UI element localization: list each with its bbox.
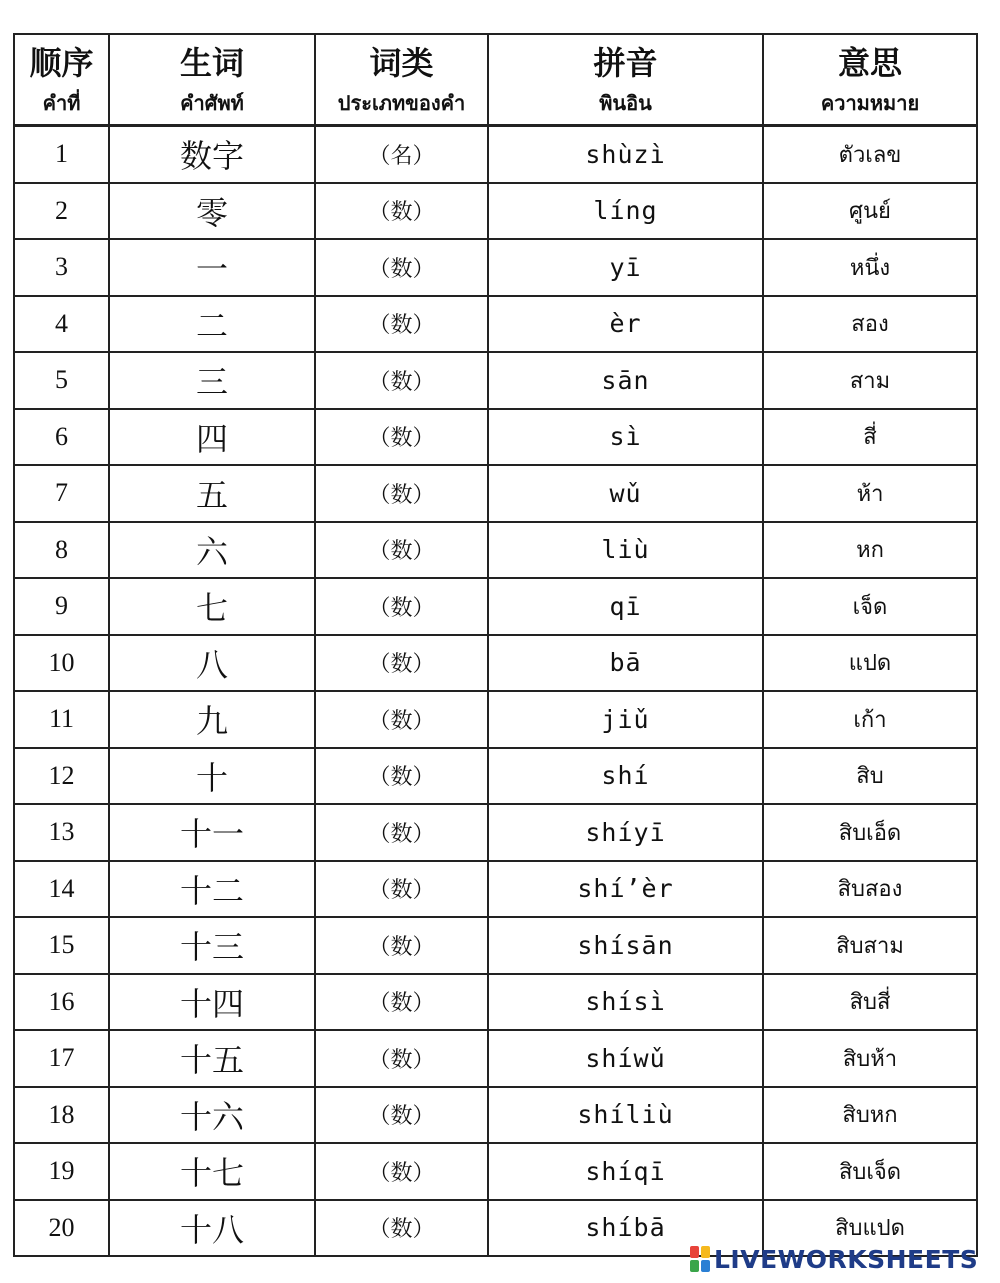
row-pinyin: shí’èr	[488, 861, 763, 918]
header-word	[109, 34, 315, 126]
row-pinyin: èr	[488, 296, 763, 353]
table-header-row	[14, 34, 977, 126]
row-word: 四	[109, 409, 315, 466]
row-number: 14	[14, 861, 109, 918]
row-part-of-speech: （名）	[315, 126, 488, 183]
row-meaning: สาม	[763, 352, 977, 409]
row-word: 六	[109, 522, 315, 579]
row-number: 6	[14, 409, 109, 466]
row-pinyin: shíwǔ	[488, 1030, 763, 1087]
row-meaning: แปด	[763, 635, 977, 692]
row-pinyin: qī	[488, 578, 763, 635]
row-pinyin: shíyī	[488, 804, 763, 861]
logo-block-blue	[701, 1260, 710, 1272]
row-meaning: เก้า	[763, 691, 977, 748]
row-meaning: สอง	[763, 296, 977, 353]
table-row	[14, 1143, 977, 1200]
row-number: 8	[14, 522, 109, 579]
row-part-of-speech: （数）	[315, 239, 488, 296]
table-row	[14, 748, 977, 805]
row-part-of-speech: （数）	[315, 296, 488, 353]
row-part-of-speech: （数）	[315, 861, 488, 918]
row-part-of-speech: （数）	[315, 804, 488, 861]
row-part-of-speech: （数）	[315, 578, 488, 635]
row-number: 17	[14, 1030, 109, 1087]
row-word: 十五	[109, 1030, 315, 1087]
row-pinyin: wǔ	[488, 465, 763, 522]
row-pinyin: sān	[488, 352, 763, 409]
table-row	[14, 183, 977, 240]
row-meaning: สิบ	[763, 748, 977, 805]
table-row	[14, 804, 977, 861]
row-part-of-speech: （数）	[315, 1087, 488, 1144]
liveworksheets-logo	[690, 1242, 978, 1276]
row-part-of-speech: （数）	[315, 1030, 488, 1087]
table-row	[14, 691, 977, 748]
row-part-of-speech: （数）	[315, 522, 488, 579]
row-pinyin: sì	[488, 409, 763, 466]
row-word: 十七	[109, 1143, 315, 1200]
row-number: 19	[14, 1143, 109, 1200]
row-meaning: สิบเอ็ด	[763, 804, 977, 861]
row-part-of-speech: （数）	[315, 183, 488, 240]
header-meaning-zh: 意思	[837, 43, 902, 82]
row-word: 七	[109, 578, 315, 635]
row-word: 十二	[109, 861, 315, 918]
table-row	[14, 239, 977, 296]
row-meaning: หก	[763, 522, 977, 579]
row-pinyin: shíqī	[488, 1143, 763, 1200]
row-meaning: ศูนย์	[763, 183, 977, 240]
table-row	[14, 126, 977, 183]
row-meaning: สี่	[763, 409, 977, 466]
row-pinyin: shísān	[488, 917, 763, 974]
header-pos-th: ประเภทของคำ	[337, 90, 466, 115]
row-meaning: หนึ่ง	[763, 239, 977, 296]
row-meaning: สิบแปด	[763, 1200, 977, 1257]
header-part-of-speech	[315, 34, 488, 126]
header-order-zh: 顺序	[29, 43, 94, 82]
row-pinyin: shíliù	[488, 1087, 763, 1144]
row-part-of-speech: （数）	[315, 748, 488, 805]
row-pinyin: yī	[488, 239, 763, 296]
header-word-th: คำศัพท์	[180, 90, 244, 115]
header-pinyin-zh: 拼音	[593, 43, 658, 82]
row-word: 一	[109, 239, 315, 296]
row-part-of-speech: （数）	[315, 1200, 488, 1257]
row-part-of-speech: （数）	[315, 917, 488, 974]
liveworksheets-logo-text: LIVEWORKSHEETS	[714, 1244, 979, 1274]
header-word-zh: 生词	[179, 43, 244, 82]
table-row	[14, 409, 977, 466]
row-meaning: ตัวเลข	[763, 126, 977, 183]
logo-block-red	[690, 1246, 699, 1258]
row-number: 18	[14, 1087, 109, 1144]
row-pinyin: jiǔ	[488, 691, 763, 748]
row-meaning: สิบเจ็ด	[763, 1143, 977, 1200]
row-pinyin: shùzì	[488, 126, 763, 183]
logo-block-green	[690, 1260, 699, 1272]
row-meaning: สิบสอง	[763, 861, 977, 918]
row-pinyin: shíbā	[488, 1200, 763, 1257]
row-meaning: เจ็ด	[763, 578, 977, 635]
header-order-th: คำที่	[42, 90, 81, 115]
row-part-of-speech: （数）	[315, 1143, 488, 1200]
row-pinyin: shí	[488, 748, 763, 805]
table-row	[14, 1030, 977, 1087]
row-word: 十八	[109, 1200, 315, 1257]
row-word: 三	[109, 352, 315, 409]
table-row	[14, 465, 977, 522]
row-meaning: สิบสาม	[763, 917, 977, 974]
row-part-of-speech: （数）	[315, 352, 488, 409]
header-pinyin-th: พินอิน	[599, 90, 652, 115]
header-pinyin	[488, 34, 763, 126]
row-number: 9	[14, 578, 109, 635]
table-row	[14, 974, 977, 1031]
table-row	[14, 917, 977, 974]
vocabulary-table	[13, 33, 978, 1257]
header-meaning-th: ความหมาย	[820, 90, 920, 115]
row-number: 11	[14, 691, 109, 748]
row-meaning: สิบหก	[763, 1087, 977, 1144]
row-number: 20	[14, 1200, 109, 1257]
table-row	[14, 1087, 977, 1144]
table-row	[14, 635, 977, 692]
row-number: 12	[14, 748, 109, 805]
row-pinyin: líng	[488, 183, 763, 240]
row-meaning: สิบห้า	[763, 1030, 977, 1087]
row-word: 五	[109, 465, 315, 522]
row-number: 15	[14, 917, 109, 974]
row-number: 10	[14, 635, 109, 692]
header-order	[14, 34, 109, 126]
row-meaning: ห้า	[763, 465, 977, 522]
row-number: 7	[14, 465, 109, 522]
row-word: 十一	[109, 804, 315, 861]
row-number: 2	[14, 183, 109, 240]
row-word: 十四	[109, 974, 315, 1031]
row-number: 16	[14, 974, 109, 1031]
table-row	[14, 296, 977, 353]
table-row	[14, 578, 977, 635]
row-meaning: สิบสี่	[763, 974, 977, 1031]
row-pinyin: shísì	[488, 974, 763, 1031]
row-number: 4	[14, 296, 109, 353]
row-number: 13	[14, 804, 109, 861]
row-pinyin: liù	[488, 522, 763, 579]
row-word: 数字	[109, 126, 315, 183]
row-word: 十六	[109, 1087, 315, 1144]
row-word: 二	[109, 296, 315, 353]
header-pos-zh: 词类	[369, 43, 434, 82]
row-number: 5	[14, 352, 109, 409]
row-pinyin: bā	[488, 635, 763, 692]
row-part-of-speech: （数）	[315, 974, 488, 1031]
row-part-of-speech: （数）	[315, 691, 488, 748]
row-word: 零	[109, 183, 315, 240]
row-word: 十	[109, 748, 315, 805]
table-row	[14, 522, 977, 579]
row-part-of-speech: （数）	[315, 635, 488, 692]
row-number: 1	[14, 126, 109, 183]
row-part-of-speech: （数）	[315, 465, 488, 522]
row-word: 八	[109, 635, 315, 692]
row-number: 3	[14, 239, 109, 296]
liveworksheets-logo-icon	[690, 1246, 710, 1272]
row-word: 十三	[109, 917, 315, 974]
row-word: 九	[109, 691, 315, 748]
row-part-of-speech: （数）	[315, 409, 488, 466]
header-meaning	[763, 34, 977, 126]
logo-block-yellow	[701, 1246, 710, 1258]
table-row	[14, 861, 977, 918]
table-row	[14, 352, 977, 409]
